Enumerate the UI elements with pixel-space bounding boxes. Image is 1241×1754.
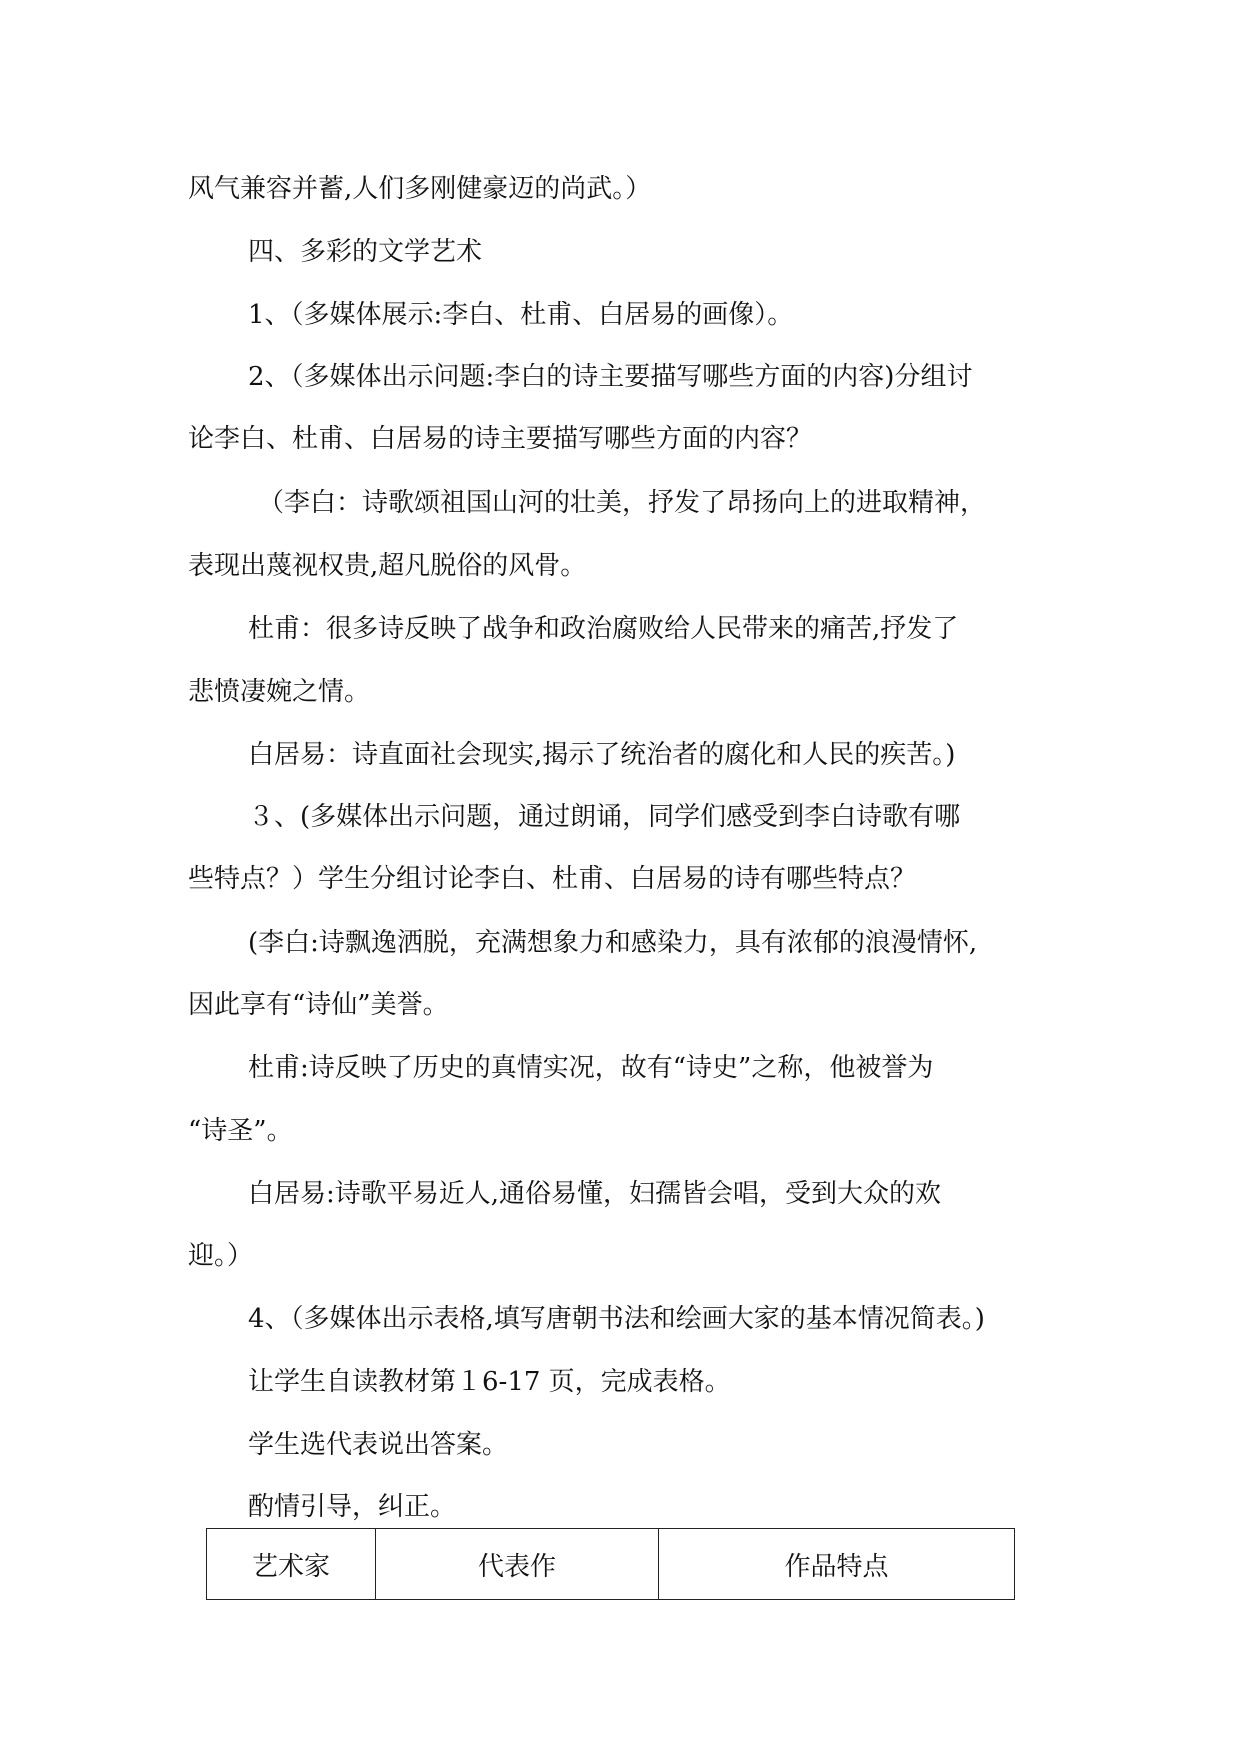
text-line: 白居易:诗歌平易近人,通俗易懂，妇孺皆会唱，受到大众的欢 (248, 1179, 942, 1209)
section-heading: 四、多彩的文学艺术 (248, 237, 483, 267)
text-line: 些特点？）学生分组讨论李白、杜甫、白居易的诗有哪些特点？ (188, 864, 917, 894)
text-line: 酌情引导，纠正。 (248, 1492, 457, 1522)
text-line: 杜甫:诗反映了历史的真情实况，故有“诗史”之称，他被誉为 (248, 1053, 934, 1083)
text-line: 风气兼容并蓄,人们多刚健豪迈的尚武。） (188, 174, 652, 204)
text-line: 白居易：诗直面社会现实,揭示了统治者的腐化和人民的疾苦。) (248, 740, 956, 770)
header-artist: 艺术家 (207, 1529, 376, 1600)
text-line: 2、（多媒体出示问题:李白的诗主要描写哪些方面的内容)分组讨 (248, 362, 973, 392)
text-line: （李白：诗歌颂祖国山河的壮美，抒发了昂扬向上的进取精神， (258, 488, 987, 518)
text-line: 1、（多媒体展示:李白、杜甫、白居易的画像）。 (248, 300, 794, 330)
artist-table (206, 1528, 1015, 1600)
text-line: 论李白、杜甫、白居易的诗主要描写哪些方面的内容？ (188, 424, 813, 454)
header-work: 代表作 (376, 1529, 659, 1600)
text-line: 学生选代表说出答案。 (248, 1430, 509, 1460)
text-line: “诗圣”。 (188, 1116, 293, 1146)
text-line: 让学生自读教材第１6-17 页，完成表格。 (248, 1367, 731, 1397)
text-line: 悲愤凄婉之情。 (188, 677, 371, 707)
header-feature: 作品特点 (659, 1529, 1015, 1600)
text-line: 表现出蔑视权贵,超凡脱俗的风骨。 (188, 551, 587, 581)
text-line: 杜甫：很多诗反映了战争和政治腐败给人民带来的痛苦,抒发了 (248, 614, 959, 644)
text-line: 迎。） (188, 1241, 254, 1271)
text-line: 因此享有“诗仙”美誉。 (188, 990, 449, 1020)
table-header-row (207, 1529, 1015, 1600)
text-line: ３、(多媒体出示问题，通过朗诵，同学们感受到李白诗歌有哪 (248, 802, 961, 832)
text-line: 4、（多媒体出示表格,填写唐朝书法和绘画大家的基本情况简表。) (248, 1304, 985, 1334)
text-line: (李白:诗飘逸洒脱，充满想象力和感染力，具有浓郁的浪漫情怀, (248, 928, 978, 958)
